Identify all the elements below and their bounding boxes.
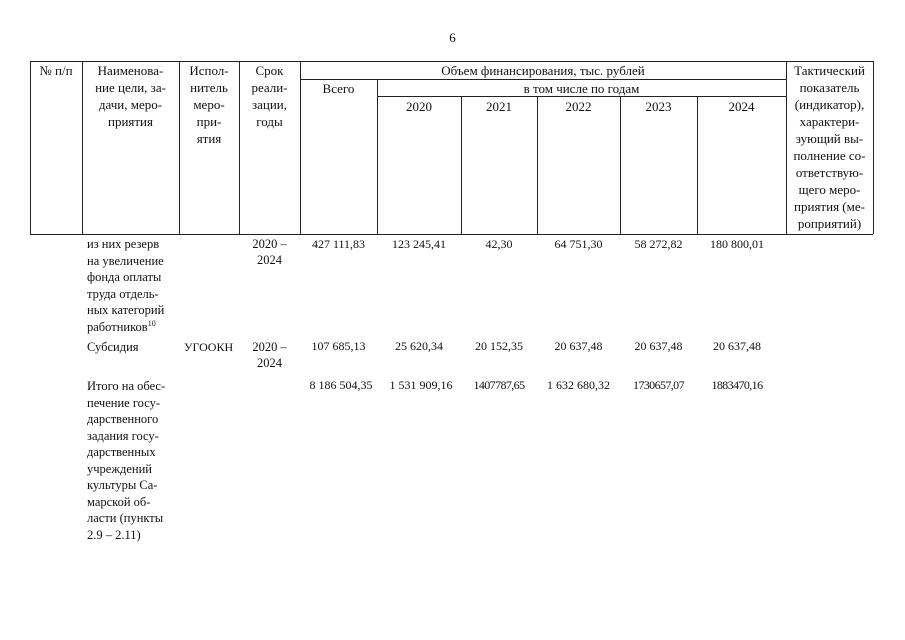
row-total: 107 685,13 bbox=[311, 339, 366, 353]
header-year-2024: 2024 bbox=[728, 99, 755, 114]
header-term: Срок реали- зации, годы bbox=[251, 63, 288, 129]
header-indicator: Тактический показатель (индикатор), характери- зующий вы- полнение со- ответствую- щего меро- приятия (ме- роприятий) bbox=[793, 63, 866, 231]
header-year-2020: 2020 bbox=[406, 99, 432, 114]
header-by-years: в том числе по годам bbox=[523, 81, 640, 96]
row-2021: 42,30 bbox=[485, 237, 513, 251]
header-funding: Объем финансирования, тыс. рублей bbox=[441, 63, 645, 78]
row-name: Субсидия bbox=[87, 340, 139, 354]
col-border-8 bbox=[620, 96, 621, 234]
header-num: № п/п bbox=[39, 63, 73, 78]
header-year-2023: 2023 bbox=[645, 99, 672, 114]
row-executor: УГООКН bbox=[184, 340, 234, 354]
row-total: 427 111,83 bbox=[311, 237, 366, 251]
header-bottom-border bbox=[30, 234, 873, 235]
col-border-11 bbox=[873, 61, 874, 234]
row-2024: 20 637,48 bbox=[713, 339, 761, 353]
page-number: 6 bbox=[449, 30, 456, 45]
row-2022: 20 637,48 bbox=[554, 339, 603, 353]
col-border-0 bbox=[30, 61, 31, 234]
col-border-7 bbox=[537, 96, 538, 234]
row-2023: 1730657,07 bbox=[632, 378, 684, 392]
row-total: 8 186 504,35 bbox=[309, 378, 373, 392]
row-2023: 20 637,48 bbox=[634, 339, 683, 353]
header-year-2022: 2022 bbox=[565, 99, 592, 114]
row-term: 2020 – 2024 bbox=[252, 237, 287, 267]
col-border-9 bbox=[697, 96, 698, 234]
row-name: Итого на обес- печение госу- дарственного задания госу- дарственных учреждений культуры Са- марской об- ласти (пункты 2.9 – 2.11) bbox=[87, 379, 166, 542]
header-executor: Испол- нитель меро- при- ятия bbox=[189, 63, 229, 146]
row-2021: 1407787,65 bbox=[473, 378, 525, 392]
header-year-2021: 2021 bbox=[486, 99, 512, 114]
row-2022: 64 751,30 bbox=[554, 237, 603, 251]
header-name: Наименова- ние цели, за- дачи, меро- приятия bbox=[95, 63, 166, 129]
header-total: Всего bbox=[322, 81, 355, 96]
row-2020: 25 620,34 bbox=[395, 339, 443, 353]
row-term: 2020 – 2024 bbox=[252, 340, 287, 370]
row-name: из них резерв на увеличение фонда оплаты труда отдель- ных категорий работников$^{10}$ bbox=[87, 237, 165, 334]
row-2024: 180 800,01 bbox=[710, 237, 764, 251]
row-2023: 58 272,82 bbox=[634, 237, 683, 251]
row-2022: 1 632 680,32 bbox=[547, 378, 610, 392]
row-2024: 1883470,16 bbox=[711, 378, 763, 392]
col-border-6 bbox=[461, 96, 462, 234]
row-2020: 123 245,41 bbox=[392, 237, 446, 251]
row-2021: 20 152,35 bbox=[475, 339, 523, 353]
row-2020: 1 531 909,16 bbox=[389, 378, 453, 392]
